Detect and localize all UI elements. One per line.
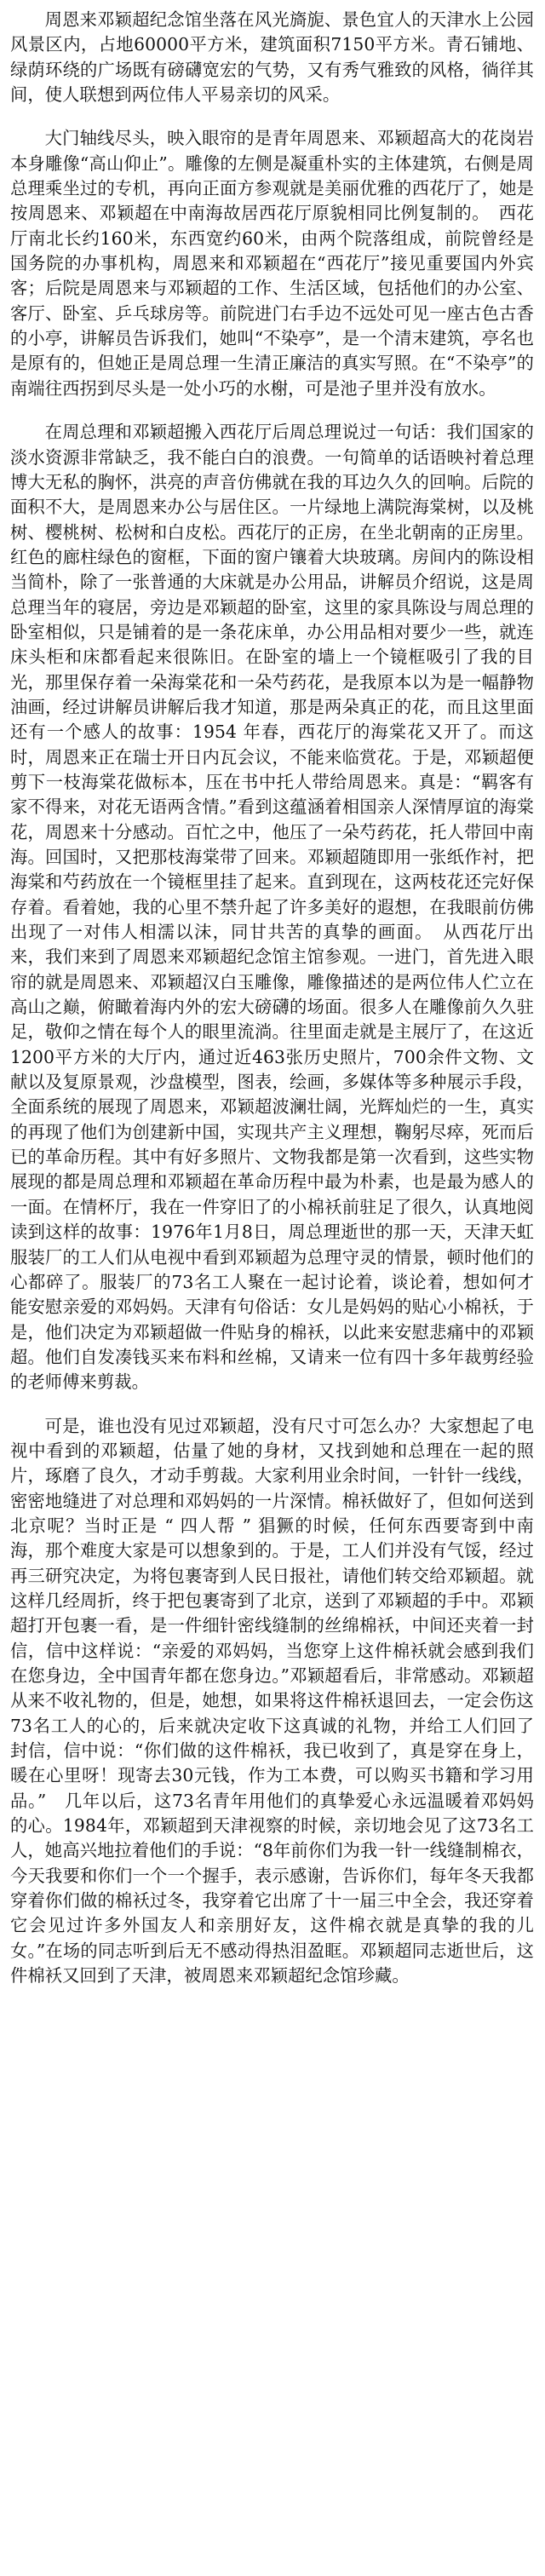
cotton-jacket-paragraph: 可是，谁也没有见过邓颖超，没有尺寸可怎么办？大家想起了电视中看到的邓颖超，估量了她的身材，又找到她和总理在一起的照片，琢磨了良久，才动手剪裁。大家利用业余时间，一针针一线线，密密地缝进了对总理和邓妈妈的一片深情。棉袄做好了，但如何送到北京呢？当时正是 “ 四人帮 ” 猖獗的时候，任何东西要寄到中南海，那个难度大家是可以想象到的。于是，工人们并没有气馁，经过再三研究决定，为将包裹寄到人民日报社，请他们转交给邓颖超。就这样几经周折，终于把包裹寄到了北京，送到了邓颖超的手中。邓颖超打开包裹一看，是一件细针密线缝制的丝绵棉袄，中间还夹着一封信，信中这样说：“亲爱的邓妈妈，当您穿上这件棉袄就会感到我们在您身边，全中国青年都在您身边。”邓颖超看后，非常感动。邓颖超从来不收礼物的，但是，她想，如果将这件棉袄退回去，一定会伤这73名工人的心的，后来就决定收下这真诚的礼物，并给工人们回了封信，信中说：“你们做的这件棉袄，我已收到了，真是穿在身上，暖在心里呀！现寄去30元钱，作为工本费，可以购买书籍和学习用品。” 几年以后，这73名青年用他们的真挚爱心永远温暖着邓妈妈的心。1984年，邓颖超到天津视察的时候，亲切地会见了这73名工人，她高兴地拉着他们的手说：“8年前你们为我一针一线缝制棉衣，今天我要和你们一个一个握手，表示感谢，告诉你们，每年冬天我都穿着你们做的棉袄过冬，我穿着它出席了十一届三中全会，我还穿着它会见过许多外国友人和亲朋好友，这件棉衣就是真挚的我的儿女。”在场的同志听到后无不感动得热泪盈眶。邓颖超同志逝世后，这件棉袄又回到了天津，被周恩来邓颖超纪念馆珍藏。 (10, 1415, 534, 1987)
memorial-story-paragraph: 在周总理和邓颖超搬入西花厅后周总理说过一句话：我们国家的淡水资源非常缺乏，我不能白白的浪费。一句简单的话语映衬着总理博大无私的胸怀，洪亮的声音仿佛就在我的耳边久久的回响。后院的面积不大，是周恩来办公与居住区。一片绿地上满院海棠树，以及桃树、樱桃树、松树和白皮松。西花厅的正房，在坐北朝南的正房里。红色的廊柱绿色的窗框，下面的窗户镶着大块玻璃。房间内的陈设相当简朴，除了一张普通的大床就是办公用品，讲解员介绍说，这是周总理当年的寝居，旁边是邓颖超的卧室，这里的家具陈设与周总理的卧室相似，只是铺着的是一条花床单，办公用品相对要少一些，就连床头柜和床都看起来很陈旧。在卧室的墙上一个镜框吸引了我的目光，那里保存着一朵海棠花和一朵芍药花，是我原本以为是一幅静物油画，经过讲解员讲解后我才知道，那是两朵真正的花，而且这里面还有一个感人的故事：1954 年春，西花厅的海棠花又开了。而这时，周恩来正在瑞士开日内瓦会议，不能来临赏花。于是，邓颖超便剪下一枝海棠花做标本，压在书中托人带给周恩来。真是：“羁客有家不得来，对花无语两含情。”看到这蕴涵着相国亲人深情厚谊的海棠花，周恩来十分感动。百忙之中，他压了一朵芍药花，托人带回中南海。回国时，又把那枝海棠带了回来。邓颖超随即用一张纸作衬，把海棠和芍药放在一个镜框里挂了起来。直到现在，这两枝花还完好保存着。看着她，我的心里不禁升起了许多美好的遐想，在我眼前仿佛出现了一对伟人相濡以沫，同甘共苦的真挚的画面。 从西花厅出来，我们来到了周恩来邓颖超纪念馆主馆参观。一进门，首先进入眼帘的就是周恩来、邓颖超汉白玉雕像，雕像描述的是两位伟人伫立在高山之巅，俯瞰着海内外的宏大磅礴的场面。很多人在雕像前久久驻足，敬仰之情在每个人的眼里流淌。往里面走就是主展厅了，在这近1200平方米的大厅内，通过近463张历史照片，700余件文物、文献以及复原景观，沙盘模型，图表，绘画，多媒体等多种展示手段，全面系统的展现了周恩来，邓颖超波澜壮阔，光辉灿烂的一生，真实的再现了他们为创建新中国，实现共产主义理想，鞠躬尽瘁，死而后已的革命历程。其中有好多照片、文物我都是第一次看到，这些实物展现的都是周总理和邓颖超在革命历程中最为朴素，也是最为感人的一面。在情杯厅，我在一件穿旧了的小棉袄前驻足了很久，认真地阅读到这样的故事：1976年1月8日，周总理逝世的那一天，天津天虹服装厂的工人们从电视中看到邓颖超为总理守灵的情景，顿时他们的心都碎了。服装厂的73名工人聚在一起讨论着，谈论着，想如何才能安慰亲爱的邓妈妈。天津有句俗话：女儿是妈妈的贴心小棉袄，于是，他们决定为邓颖超做一件贴身的棉袄，以此来安慰悲痛中的邓颖超。他们自发凑钱买来布料和丝棉，又请来一位有四十多年裁剪经验的老师傅来剪裁。 (10, 422, 534, 1393)
intro-paragraph: 周恩来邓颖超纪念馆坐落在风光旖旎、景色宜人的天津水上公园风景区内，占地60000平方米，建筑面积7150平方米。青石铺地、绿荫环绕的广场既有磅礴宽宏的气势，又有秀气雅致的风格，徜徉其间，使人联想到两位伟人平易亲切的风采。 (10, 9, 534, 106)
west-flower-hall-paragraph: 大门轴线尽头，映入眼帘的是青年周恩来、邓颖超高大的花岗岩本身雕像“高山仰止”。雕像的左侧是凝重朴实的主体建筑，右侧是周总理乘坐过的专机，再向正面方参观就是美丽优雅的西花厅了，她是按周恩来、邓颖超在中南海故居西花厅原貌相同比例复制的。 西花厅南北长约160米，东西宽约60米，由两个院落组成，前院曾经是国务院的办事机构，周恩来和邓颖超在“西花厅”接见重要国内外宾客；后院是周恩来与邓颖超的工作、生活区域，包括他们的办公室、客厅、卧室、乒乓球房等。前院进门右手边不远处可见一座古色古香的小亭，讲解员告诉我们，她叫“不染亭”，是一个清末建筑，亭名也是原有的，但她正是周总理一生清正廉洁的真实写照。在“不染亭”的南端往西拐到尽头是一处小巧的水榭，可是池子里并没有放水。 (10, 128, 534, 399)
